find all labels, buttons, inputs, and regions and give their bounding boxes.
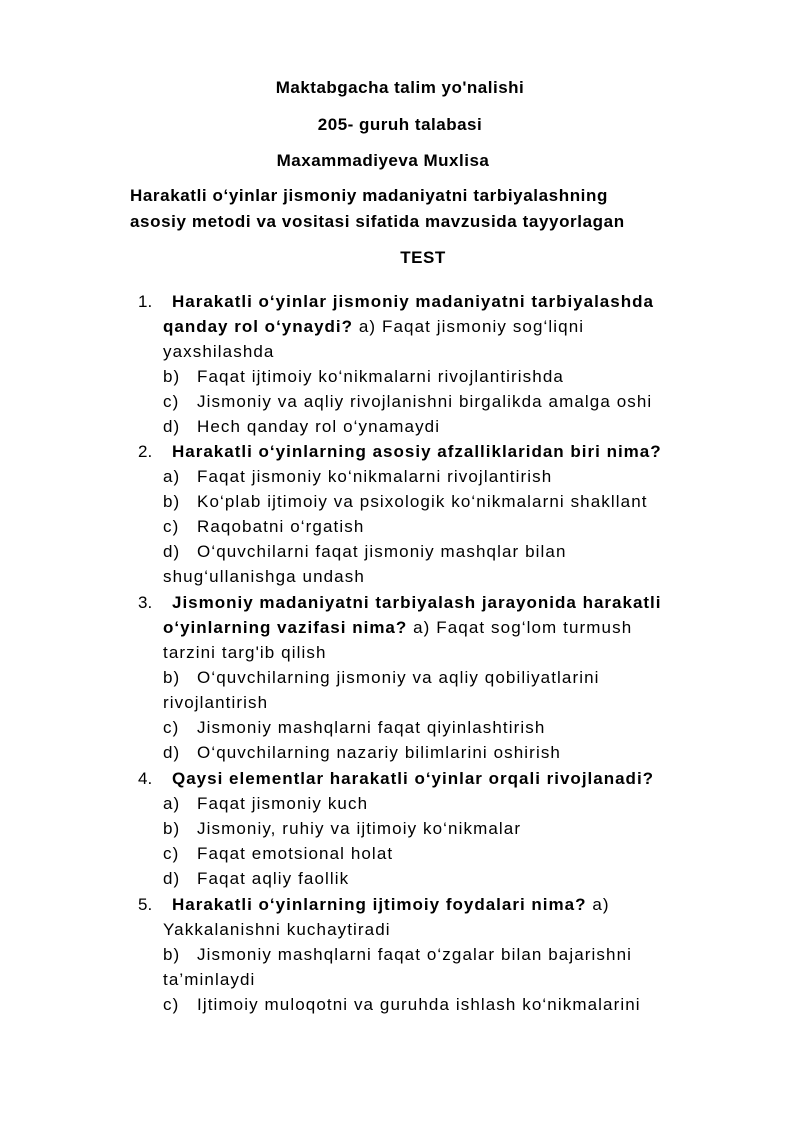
option-c: c) Faqat emotsional holat xyxy=(163,844,394,863)
question-text: Qaysi elementlar harakatli o‘yinlar orqali rivojlanadi? xyxy=(172,769,655,788)
test-heading: TEST xyxy=(400,248,446,267)
question-number: 1. xyxy=(138,292,153,311)
option-a-cont: Yakkalanishni kuchaytiradi xyxy=(163,920,391,939)
question-text: Harakatli o‘yinlar jismoniy madaniyatni tarbiyalashda xyxy=(172,292,654,311)
option-a: a) xyxy=(592,895,610,914)
option-b-cont: rivojlantirish xyxy=(163,693,269,712)
question-text: Harakatli o‘yinlarning ijtimoiy foydalari nima? xyxy=(172,895,587,914)
option-a-cont: tarzini targ'ib qilish xyxy=(163,643,327,662)
group-line: 205- guruh talabasi xyxy=(317,115,483,134)
option-d: d) Hech qanday rol o‘ynamaydi xyxy=(163,417,441,436)
question-number: 2. xyxy=(138,442,153,461)
option-b: b) Jismoniy mashqlarni faqat o‘zgalar bilan bajarishni xyxy=(163,945,633,964)
option-a: a) Faqat jismoniy kuch xyxy=(163,794,369,813)
question-text: Jismoniy madaniyatni tarbiyalash jarayonida harakatli xyxy=(172,593,662,612)
option-b: b) Faqat ijtimoiy ko‘nikmalarni rivojlantirishda xyxy=(163,367,564,386)
question-number: 3. xyxy=(138,593,153,612)
faculty-title: Maktabgacha talim yo'nalishi xyxy=(275,78,525,97)
option-a: a) Faqat sog‘lom turmush xyxy=(413,618,633,637)
question-number: 5. xyxy=(138,895,153,914)
question-text-cont: o‘yinlarning vazifasi nima? a) Faqat sog‘lom turmush xyxy=(163,618,633,637)
subject-line-2: asosiy metodi va vositasi sifatida mavzusida tayyorlagan xyxy=(130,212,625,231)
option-a-cont: yaxshilashda xyxy=(163,342,275,361)
question-text-cont: qanday rol o‘ynaydi? a) Faqat jismoniy sog‘liqni xyxy=(163,317,585,336)
option-d-cont: shug‘ullanishga undash xyxy=(163,567,365,586)
option-b: b) Ko‘plab ijtimoiy va psixologik ko‘nikmalarni shakllant xyxy=(163,492,648,511)
option-b: b) O‘quvchilarning jismoniy va aqliy qobiliyatlarini xyxy=(163,668,600,687)
option-a: a) Faqat jismoniy sog‘liqni xyxy=(358,317,585,336)
option-b-cont: ta’minlaydi xyxy=(163,970,256,989)
question-text: Harakatli o‘yinlarning asosiy afzalliklaridan biri nima? xyxy=(172,442,662,461)
option-c: c) Jismoniy mashqlarni faqat qiyinlashtirish xyxy=(163,718,546,737)
option-c: c) Jismoniy va aqliy rivojlanishni birgalikda amalga oshi xyxy=(163,392,653,411)
option-c: c) Ijtimoiy muloqotni va guruhda ishlash ko‘nikmalarini xyxy=(163,995,641,1014)
option-d: d) O‘quvchilarni faqat jismoniy mashqlar bilan xyxy=(163,542,567,561)
option-d: d) Faqat aqliy faollik xyxy=(163,869,350,888)
subject-line-1: Harakatli o‘yinlar jismoniy madaniyatni tarbiyalashning xyxy=(130,186,608,205)
question-text-line xyxy=(172,895,610,915)
student-name: Maxammadiyeva Muxlisa xyxy=(276,151,490,170)
option-b: b) Jismoniy, ruhiy va ijtimoiy ko‘nikmalar xyxy=(163,819,522,838)
option-c: c) Raqobatni o‘rgatish xyxy=(163,517,365,536)
option-a: a) Faqat jismoniy ko‘nikmalarni rivojlantirish xyxy=(163,467,553,486)
question-number: 4. xyxy=(138,769,153,788)
option-d: d) O‘quvchilarning nazariy bilimlarini oshirish xyxy=(163,743,561,762)
